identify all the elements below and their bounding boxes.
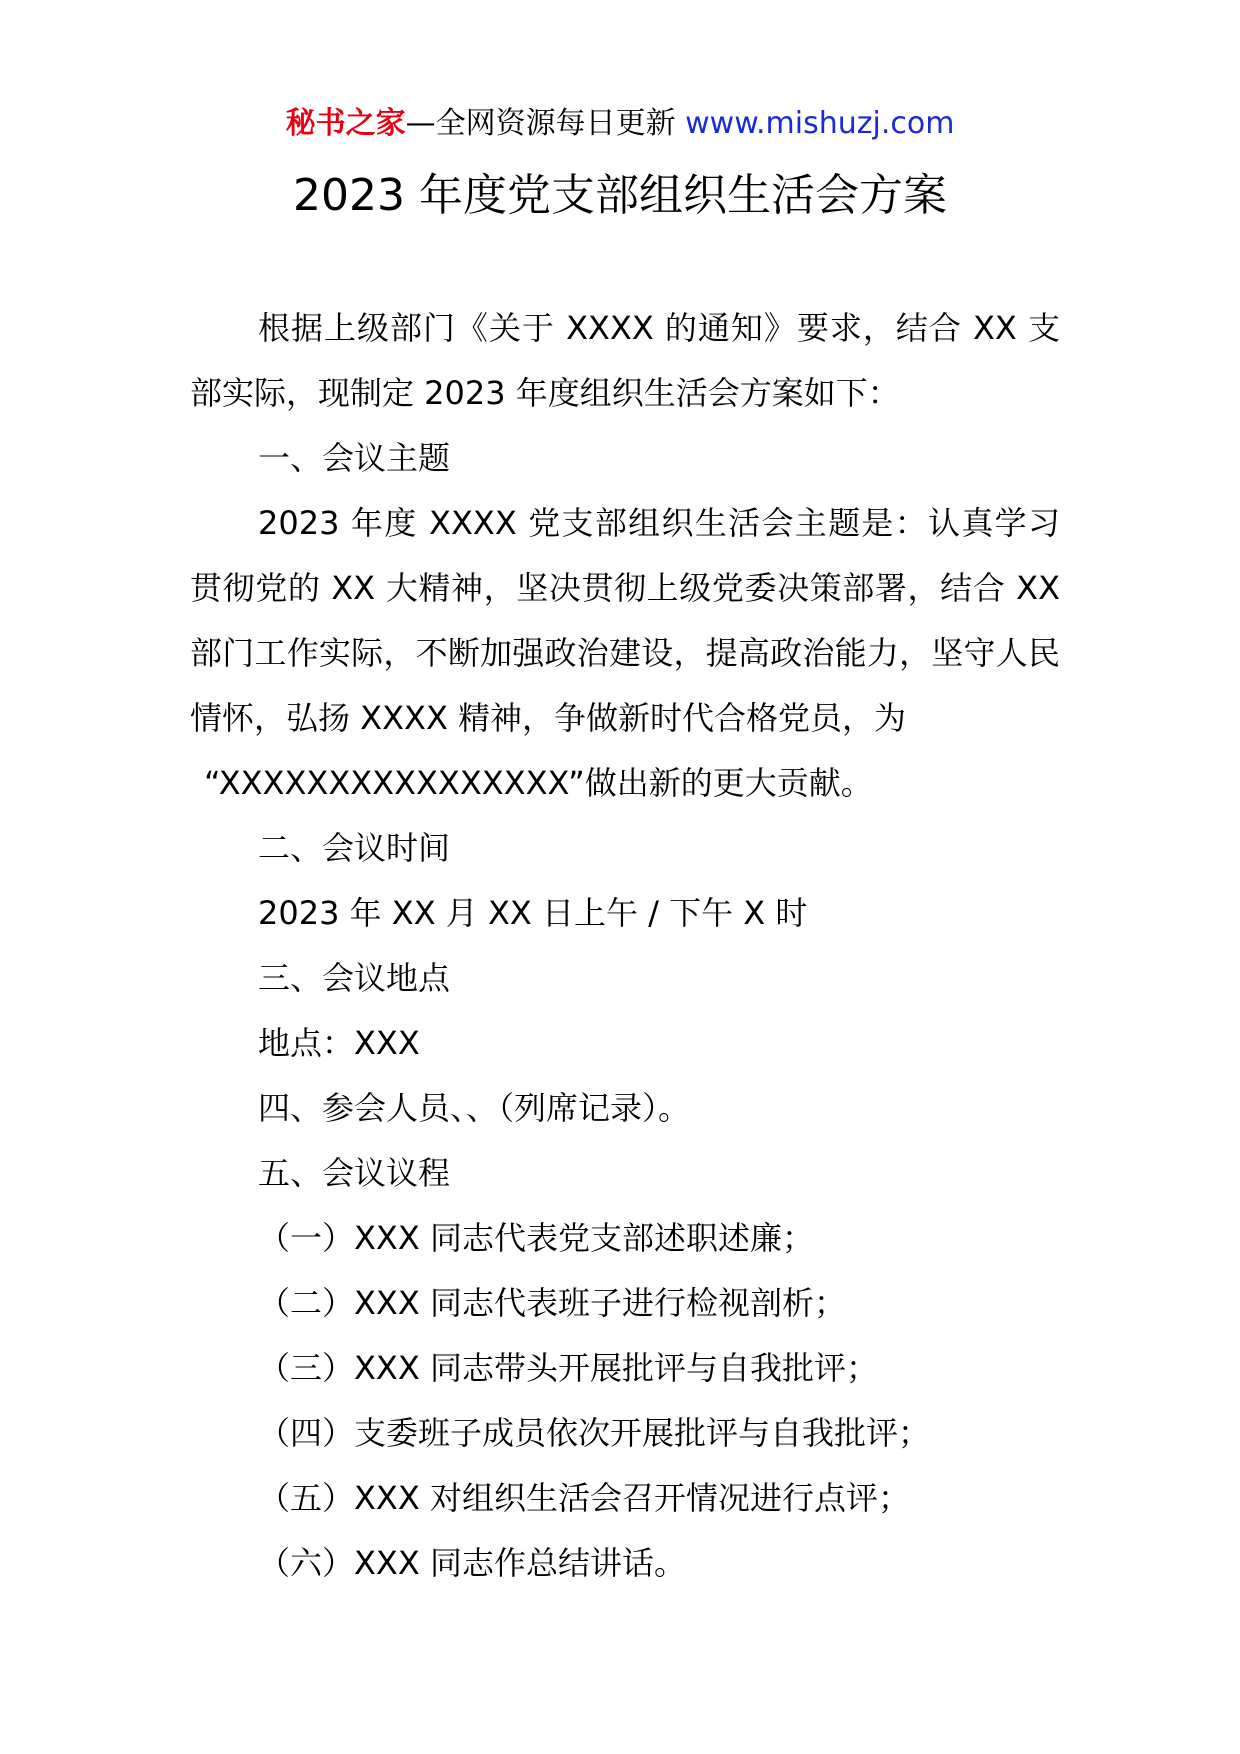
section-heading-agenda: 五、会议议程 [258, 1154, 451, 1192]
document-title: 2023 年度党支部组织生活会方案 [293, 170, 947, 221]
theme-paragraph-ending: “XXXXXXXXXXXXXXXX”做出新的更大贡献。 [204, 764, 873, 802]
agenda-item: （四）支委班子成员依次开展批评与自我批评； [258, 1414, 931, 1452]
agenda-item: （五）XXX 对组织生活会召开情况进行点评； [258, 1479, 910, 1517]
section-heading-attendees: 四、参会人员、、（列席记录）。 [258, 1089, 691, 1127]
section-heading-location: 三、会议地点 [258, 959, 451, 997]
site-url-link[interactable]: www.mishuzj.com [685, 106, 955, 141]
section-heading-theme: 一、会议主题 [258, 439, 451, 477]
meeting-time: 2023 年 XX 月 XX 日上午 / 下午 X 时 [258, 894, 808, 932]
agenda-item: （一）XXX 同志代表党支部述职述廉； [258, 1219, 814, 1257]
section-heading-time: 二、会议时间 [258, 829, 451, 867]
document-body [190, 296, 1060, 1596]
site-tagline: —全网资源每日更新 [405, 106, 686, 141]
site-brand: 秘书之家 [285, 106, 406, 141]
agenda-item: （三）XXX 同志带头开展批评与自我批评； [258, 1349, 878, 1387]
theme-paragraph: 2023 年度 XXXX 党支部组织生活会主题是：认真学习贯彻党的 XX 大精神，坚决贯彻上级党委决策部署，结合 XX 部门工作实际，不断加强政治建设，提高政治能力，坚守人民情怀，弘扬 XXXX 精神，争做新时代合格党员，为 [190, 504, 1060, 737]
meeting-location: 地点：XXX [258, 1024, 420, 1062]
intro-paragraph: 根据上级部门《关于 XXXX 的通知》要求，结合 XX 支部实际，现制定 2023 年度组织生活会方案如下： [190, 309, 1060, 412]
agenda-item: （二）XXX 同志代表班子进行检视剖析； [258, 1284, 846, 1322]
agenda-item: （六）XXX 同志作总结讲话。 [258, 1544, 686, 1582]
site-header [0, 104, 1240, 144]
